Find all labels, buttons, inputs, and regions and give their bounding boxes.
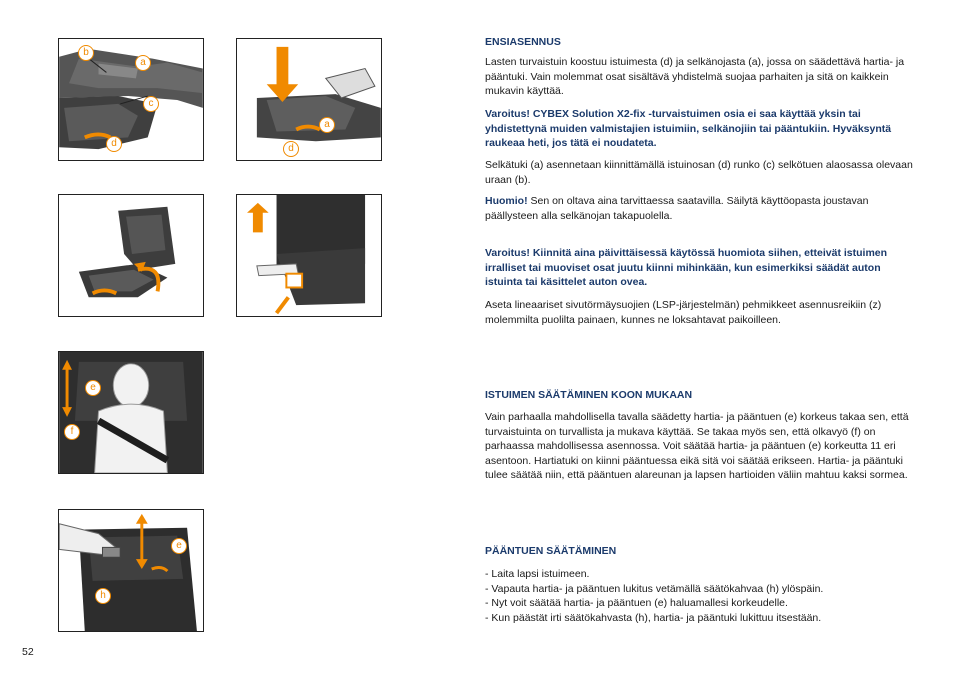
- figure-seat-rotate: [58, 194, 204, 317]
- figure-backrest-press-drawing: [237, 39, 381, 160]
- paragraph-size-adjust: Vain parhaalla mahdollisella tavalla säädetty hartia- ja pääntuen (e) korkeus takaa sen, että turvaistuinta on turvallista ja mukava käyttää. Se takaa myös sen, että olkavyö (f) on parhaassa mahdollisessa asennossa. Voit säätää hartia- ja pääntuen (e) korkeutta 11 eri asentoon. Hartiatuki on kiinni pääntuessa eikä sitä voi säätää erikseen. Hartia- ja pääntuki tulee säätää niin, että pääntuen alareunan ja lapsen hartioiden väliin mahtuu kaksi sormea.: [485, 411, 909, 481]
- section-heading-headrest: PÄÄNTUEN SÄÄTÄMINEN: [485, 545, 617, 557]
- figure-backrest-attach: [58, 38, 204, 161]
- figure-label-e: e: [171, 538, 187, 554]
- figure-label-f: f: [64, 424, 80, 440]
- headrest-steps-list: [485, 567, 823, 625]
- list-item: - Laita lapsi istuimeen.: [485, 567, 823, 582]
- note-text: Sen on oltava aina tarvittaessa saatavilla. Säilytä käyttöopasta joustavan päällysteen alla selkänojan takapuolella.: [485, 195, 869, 222]
- figure-headrest-release: [58, 509, 204, 632]
- figure-label-a: a: [135, 55, 151, 71]
- figure-backrest-press: [236, 38, 382, 161]
- paragraph-backrest-mount: Selkätuki (a) asennetaan kiinnittämällä istuinosan (d) runko (c) selkötuen alaosassa olevaan uraan (b).: [485, 159, 913, 186]
- figure-seat-rotate-drawing: [59, 195, 203, 316]
- figure-label-b: b: [78, 45, 94, 61]
- note-label: Huomio!: [485, 195, 528, 207]
- figure-label-d: d: [283, 141, 299, 157]
- paragraph-lsp-pads: Aseta lineaariset sivutörmäysuojien (LSP-järjestelmän) pehmikkeet asennusreikiin (z) molemmilta puolilta painaen, kunnes ne loksahtavat paikoilleen.: [485, 299, 882, 326]
- figure-label-a: a: [319, 117, 335, 133]
- figure-label-h: h: [95, 588, 111, 604]
- paragraph-seat-composition: Lasten turvaistuin koostuu istuimesta (d) ja selkänojasta (a), jossa on säädettävä hartia- ja pääntuki. Vain molemmat osat sisältävä yhdistelmä suojaa parhaiten ja sitä on kaikkein mukavin käyttää.: [485, 56, 905, 97]
- list-item: - Nyt voit säätää hartia- ja pääntuen (e) haluamallesi korkeudelle.: [485, 596, 823, 611]
- warning-parts-compat: Varoitus! CYBEX Solution X2-fix -turvaistuimen osia ei saa käyttää yksin tai yhdistettynä muiden valmistajien istuimiin, selkänojiin tai pääntukiin. Hyväksyntä raukeaa heti, jos tätä ei noudateta.: [485, 108, 892, 149]
- figure-lsp-insert: [236, 194, 382, 317]
- figure-lsp-insert-drawing: [237, 195, 381, 316]
- list-item: - Vapauta hartia- ja pääntuen lukitus vetämällä säätökahvaa (h) ylöspäin.: [485, 582, 823, 597]
- section-heading-size-adjust: ISTUIMEN SÄÄTÄMINEN KOON MUKAAN: [485, 389, 693, 401]
- section-heading-first-install: ENSIASENNUS: [485, 36, 561, 48]
- figure-headrest-height: [58, 351, 204, 474]
- figure-headrest-release-drawing: [59, 510, 203, 631]
- figure-label-d: d: [106, 136, 122, 152]
- note-manual-storage: [485, 194, 919, 223]
- figure-label-e: e: [85, 380, 101, 396]
- page-number: 52: [22, 646, 34, 658]
- list-item: - Kun päästät irti säätökahvasta (h), hartia- ja pääntuki lukittuu itsestään.: [485, 611, 823, 626]
- warning-loose-parts: Varoitus! Kiinnitä aina päivittäisessä käytössä huomiota siihen, etteivät istuimen irralliset tai muoviset osat juutu kiinni mihinkään, kun esimerkiksi säädät auton istuinta tai käsittelet auton ovea.: [485, 247, 888, 288]
- figure-headrest-height-drawing: [59, 352, 203, 473]
- figure-label-c: c: [143, 96, 159, 112]
